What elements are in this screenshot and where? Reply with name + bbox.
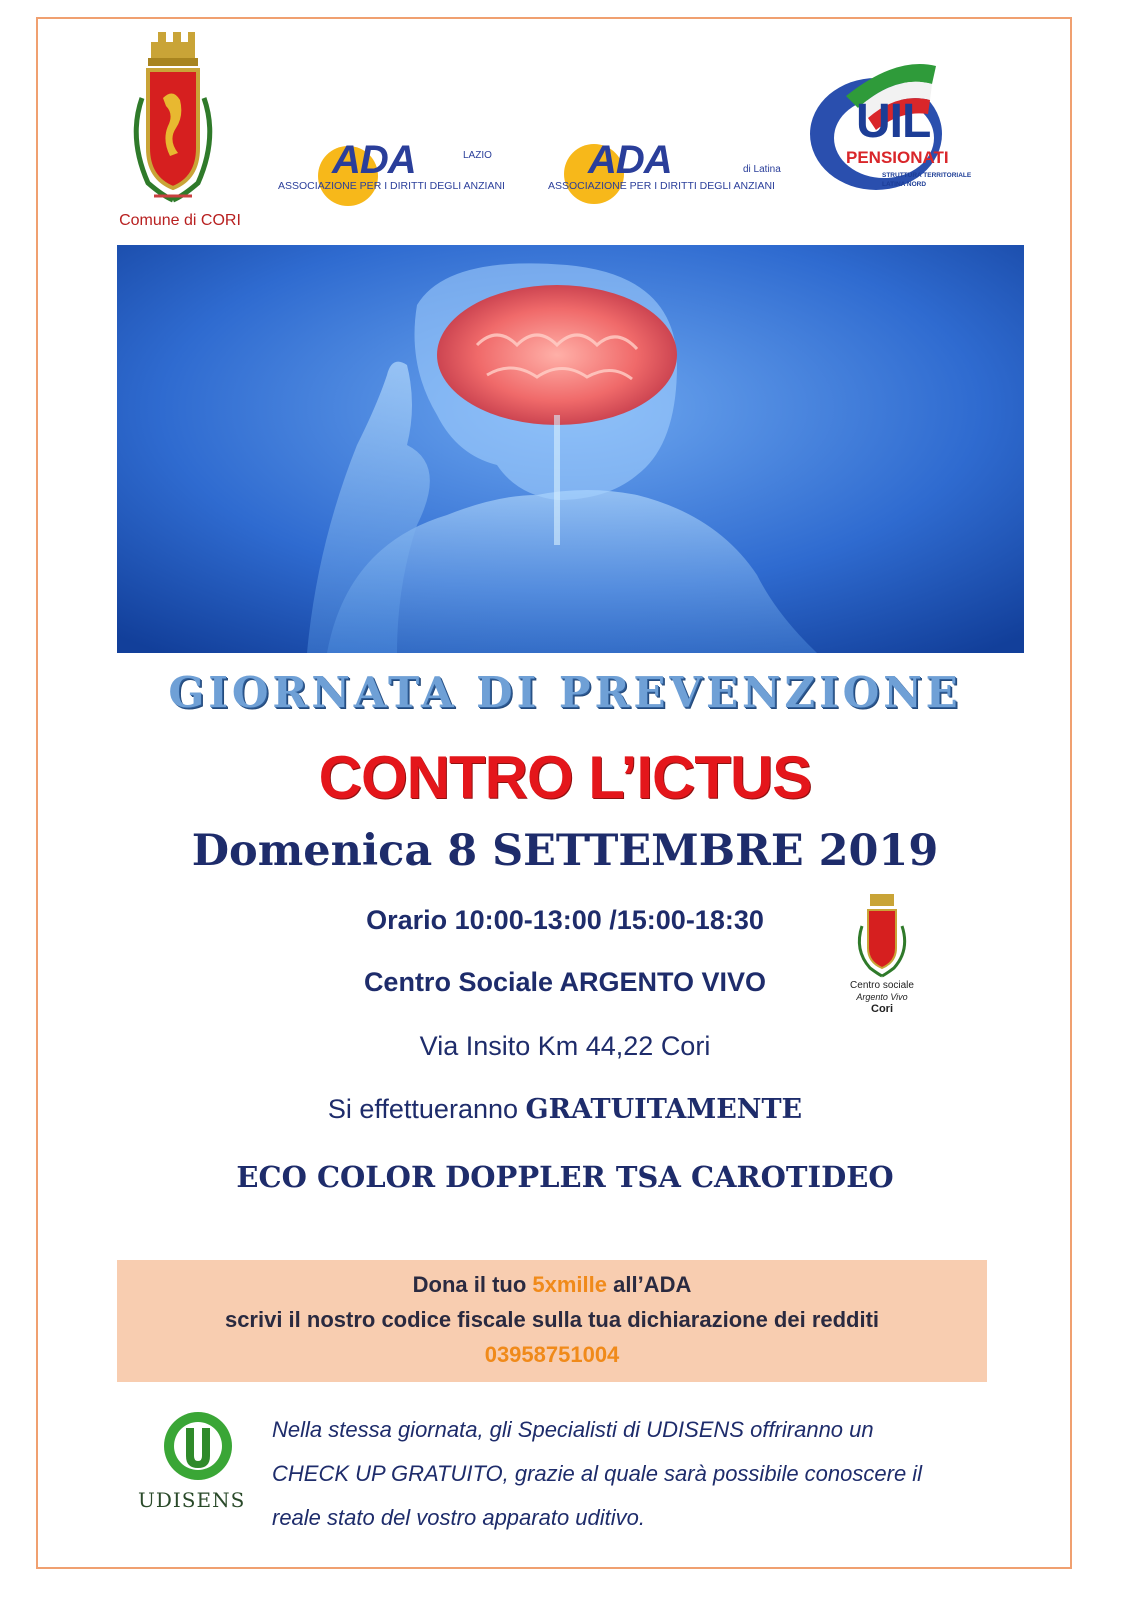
udisens-note [272, 1408, 972, 1540]
uil-small2: LATINA NORD [882, 181, 927, 188]
donate-line1 [117, 1272, 987, 1298]
uil-logo [806, 56, 986, 196]
ada-lazio-sup: LAZIO [463, 150, 492, 161]
ada-latina-sup: di Latina [743, 164, 781, 175]
udisens-note-l3: reale stato del vostro apparato uditivo. [272, 1505, 646, 1530]
title-contro-ictus: CONTRO L’ICTUS [318, 744, 812, 811]
ada-latina-sub: ASSOCIAZIONE PER I DIRITTI DEGLI ANZIANI [548, 180, 775, 192]
donate-code: 03958751004 [484, 1342, 620, 1367]
event-date: Domenica 8 SETTEMBRE 2019 [191, 826, 939, 876]
free-word: GRATUITAMENTE [525, 1094, 803, 1125]
title-giornata: GIORNATA DI PREVENZIONE [168, 668, 962, 717]
ada-lazio-logo [278, 138, 528, 208]
udisens-note-l2: CHECK UP GRATUITO, grazie al quale sarà possibile conoscere il [272, 1461, 923, 1486]
hero-brain-image [117, 245, 1024, 653]
ada-latina-word: ADA [588, 138, 672, 182]
donate-suffix: all’ADA [607, 1272, 692, 1297]
event-exam: ECO COLOR DOPPLER TSA CAROTIDEO [236, 1160, 894, 1194]
uil-sub: PENSIONATI [846, 148, 949, 167]
comune-label: Comune di CORI [119, 212, 241, 229]
centro-sociale-crest-icon [850, 892, 914, 978]
ada-latina-logo [548, 138, 798, 208]
centro-prefix: Centro Sociale [363, 967, 560, 997]
donate-5xmille: 5xmille [532, 1272, 607, 1297]
comune-crest-icon [118, 28, 228, 208]
uil-word: UIL [856, 95, 931, 148]
donate-line2: scrivi il nostro codice fiscale sulla tua dichiarazione dei redditi [224, 1307, 880, 1332]
centro-sociale-l3: Cori [871, 1003, 893, 1015]
uil-small1: STRUTTURA TERRITORIALE [882, 172, 972, 179]
event-orario [36, 905, 1094, 936]
udisens-note-l1: Nella stessa giornata, gli Specialisti di UDISENS offriranno un [272, 1417, 874, 1442]
event-centro [36, 967, 1094, 998]
ada-lazio-word: ADA [332, 138, 416, 182]
ada-lazio-sub: ASSOCIAZIONE PER I DIRITTI DEGLI ANZIANI [278, 180, 505, 192]
free-prefix: Si effettueranno [327, 1094, 526, 1124]
event-address: Via Insito Km 44,22 Cori [419, 1031, 711, 1061]
centro-sociale-l2: Argento Vivo [856, 992, 908, 1002]
event-free [36, 1094, 1094, 1125]
donate-box [117, 1260, 987, 1382]
centro-name: ARGENTO VIVO [559, 967, 767, 997]
donate-prefix: Dona il tuo [412, 1272, 533, 1297]
udisens-logo-icon [158, 1408, 238, 1484]
udisens-label: UDISENS [138, 1488, 246, 1512]
orario-text: Orario 10:00-13:00 /15:00-18:30 [366, 905, 764, 935]
centro-sociale-l1: Centro sociale [850, 980, 914, 991]
